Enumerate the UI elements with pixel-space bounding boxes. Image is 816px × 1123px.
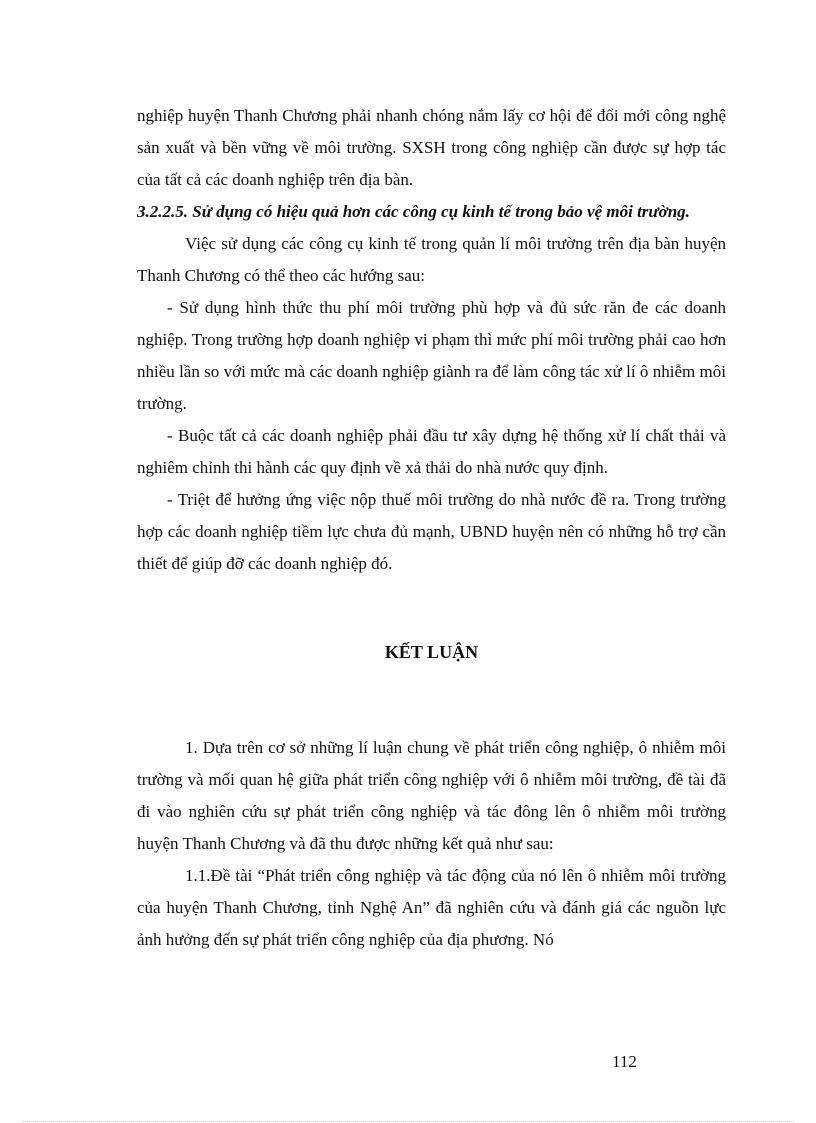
conclusion-paragraph: 1.1.Đề tài “Phát triển công nghiệp và tác động của nó lên ô nhiễm môi trường của huyện Thanh Chương, tỉnh Nghệ An” đã nghiên cứu và đánh giá các nguồn lực ảnh hưởng đến sự phát triển công nghiệp của địa phương. Nó: [137, 866, 726, 949]
page-content: [137, 100, 726, 956]
conclusion-title: KẾT LUẬN: [384, 642, 479, 662]
bullet-item: - Sử dụng hình thức thu phí môi trường phù hợp và đủ sức răn đe các doanh nghiệp. Trong trường hợp doanh nghiệp vi phạm thì mức phí môi trường phải cao hơn nhiều lần so với mức mà các doanh nghiệp giành ra để làm công tác xử lí ô nhiễm môi trường.: [137, 298, 726, 413]
bullet-item: - Buộc tất cả các doanh nghiệp phải đầu tư xây dựng hệ thống xử lí chất thải và nghiêm chỉnh thi hành các quy định về xả thải do nhà nước quy định.: [137, 426, 726, 477]
body-paragraph: Việc sử dụng các công cụ kinh tế trong quản lí môi trường trên địa bàn huyện Thanh Chương có thể theo các hướng sau:: [137, 234, 726, 285]
page-bottom-divider: [22, 1121, 794, 1122]
page-number: 112: [612, 1052, 637, 1071]
bullet-item: - Triệt để hưởng ứng việc nộp thuế môi trường do nhà nước đề ra. Trong trường hợp các doanh nghiệp tiềm lực chưa đủ mạnh, UBND huyện nên có những hỗ trợ cần thiết để giúp đỡ các doanh nghiệp đó.: [137, 490, 726, 573]
conclusion-paragraph: 1. Dựa trên cơ sở những lí luận chung về phát triển công nghiệp, ô nhiễm môi trường và mối quan hệ giữa phát triển công nghiệp với ô nhiễm môi trường, đề tài đã đi vào nghiên cứu sự phát triển công nghiệp và tác đông lên ô nhiễm môi trường huyện Thanh Chương và đã thu được những kết quả như sau:: [137, 738, 726, 853]
body-paragraph: nghiệp huyện Thanh Chương phải nhanh chóng nắm lấy cơ hội để đổi mới công nghệ sản xuất và bền vững về môi trường. SXSH trong công nghiệp cần được sự hợp tác của tất cả các doanh nghiệp trên địa bàn.: [137, 106, 726, 189]
section-heading-3-2-2-5: 3.2.2.5. Sử dụng có hiệu quả hơn các công cụ kinh tế trong bảo vệ môi trường.: [137, 202, 690, 221]
